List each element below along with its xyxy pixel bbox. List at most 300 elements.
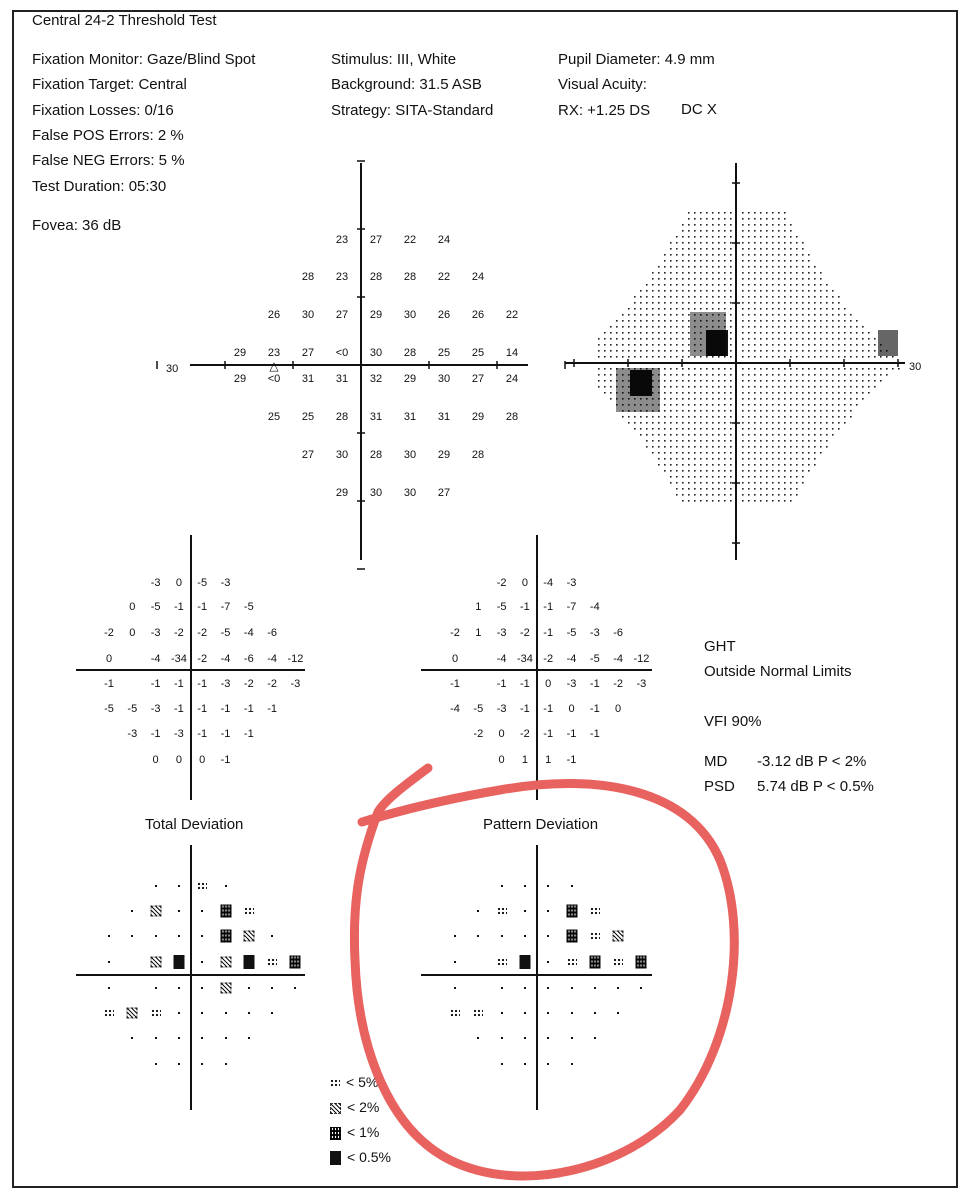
grayscale-dot [796,278,798,280]
probability-symbol [150,906,161,917]
grayscale-dot [886,368,888,370]
grayscale-dot [688,404,690,406]
grayscale-dot [646,314,648,316]
grayscale-dot [724,284,726,286]
grayscale-dot [760,308,762,310]
deviation-value: -3 [496,627,507,639]
probability-symbol [477,935,479,937]
grayscale-dot [688,338,690,340]
grayscale-dot [646,320,648,322]
grayscale-dot [832,392,834,394]
grayscale-dot [796,368,798,370]
grayscale-dot [760,356,762,358]
grayscale-dot [664,446,666,448]
grayscale-dot [796,452,798,454]
grayscale-dot [730,398,732,400]
probability-symbol [501,1063,503,1065]
grayscale-dot [676,452,678,454]
grayscale-dot [700,356,702,358]
grayscale-dot [790,344,792,346]
grayscale-dot [778,368,780,370]
grayscale-dot [760,266,762,268]
probability-symbol [450,1009,460,1017]
grayscale-dot [754,266,756,268]
grayscale-dot [754,272,756,274]
grayscale-dot [700,284,702,286]
grayscale-dot [694,230,696,232]
grayscale-dot [718,374,720,376]
grayscale-dot [766,332,768,334]
grayscale-dot [646,356,648,358]
probability-symbol [524,1012,526,1014]
grayscale-dot [742,494,744,496]
grayscale-dot [796,302,798,304]
grayscale-dot [766,356,768,358]
grayscale-dot [742,380,744,382]
threshold-value: 23 [267,347,281,359]
grayscale-dot [766,470,768,472]
deviation-value: 0 [152,754,159,766]
grayscale-dot [856,374,858,376]
grayscale-dot [766,230,768,232]
threshold-value: 26 [267,309,281,321]
grayscale-dot [748,470,750,472]
grayscale-dot [838,392,840,394]
grayscale-dot [838,350,840,352]
grayscale-dot [748,272,750,274]
grayscale-dot [862,398,864,400]
grayscale-dot [688,224,690,226]
grayscale-dot [610,392,612,394]
grayscale-dot [688,488,690,490]
probability-symbol [547,961,549,963]
grayscale-dot [814,320,816,322]
grayscale-dot [802,386,804,388]
grayscale-dot [694,440,696,442]
grayscale-dot [676,458,678,460]
grayscale-dot [730,254,732,256]
grayscale-dot [772,344,774,346]
grayscale-dot [712,476,714,478]
grayscale-dot [664,254,666,256]
grayscale-dot [730,368,732,370]
grayscale-dot [784,296,786,298]
grayscale-dot [700,398,702,400]
grayscale-dot [826,296,828,298]
grayscale-dot [658,422,660,424]
grayscale-dot [718,308,720,310]
grayscale-dot [622,314,624,316]
grayscale-dot [700,440,702,442]
grayscale-dot [754,464,756,466]
grayscale-dot [688,452,690,454]
legend-row [330,1070,391,1095]
header-line: Fixation Losses: 0/16 [32,101,174,119]
grayscale-dot [634,308,636,310]
grayscale-dot [706,302,708,304]
grayscale-dot [628,338,630,340]
grayscale-dot [610,374,612,376]
grayscale-dot [676,248,678,250]
grayscale-dot [826,386,828,388]
grayscale-dot [796,464,798,466]
threshold-value: 27 [471,373,485,385]
grayscale-dot [874,344,876,346]
grayscale-dot [658,440,660,442]
grayscale-dot [742,404,744,406]
grayscale-dot [754,452,756,454]
grayscale-dot [610,338,612,340]
grayscale-dot [748,404,750,406]
grayscale-dot [820,380,822,382]
grayscale-dot [874,356,876,358]
threshold-value: 22 [505,309,519,321]
grayscale-dot [784,368,786,370]
grayscale-dot [766,296,768,298]
probability-symbol [454,935,456,937]
grayscale-dot [664,410,666,412]
grayscale-dot [760,320,762,322]
grayscale-dot [652,422,654,424]
grayscale-dot [622,326,624,328]
grayscale-dot [724,230,726,232]
grayscale-dot [790,380,792,382]
grayscale-dot [778,338,780,340]
grayscale-dot [838,332,840,334]
grayscale-dot [706,242,708,244]
legend-label: < 2% [347,1099,380,1115]
grayscale-dot [682,452,684,454]
grayscale-dot [766,488,768,490]
threshold-value: 32 [369,373,383,385]
grayscale-dot [778,440,780,442]
deviation-value: -34 [516,653,533,665]
grayscale-dot [610,398,612,400]
deviation-value: -2 [267,678,277,690]
threshold-value: 27 [369,234,383,246]
grayscale-dot [766,464,768,466]
grayscale-dot [826,320,828,322]
grayscale-dot [742,212,744,214]
grayscale-dot [742,482,744,484]
grayscale-dot [874,374,876,376]
grayscale-dot [754,314,756,316]
deviation-value: -1 [197,728,208,740]
probability-symbol [566,905,577,918]
grayscale-dot [712,266,714,268]
grayscale-dot [778,254,780,256]
grayscale-dot [784,416,786,418]
grayscale-dot [778,434,780,436]
threshold-value: <0 [267,373,281,385]
grayscale-dot [772,212,774,214]
grayscale-dot [742,302,744,304]
grayscale-dot [760,230,762,232]
grayscale-dot [676,494,678,496]
grayscale-dot [688,218,690,220]
grayscale-dot [688,392,690,394]
deviation-value: -3 [566,678,577,690]
grayscale-dot [850,314,852,316]
deviation-value: 0 [451,653,459,665]
deviation-value: -3 [220,678,231,690]
grayscale-dot [604,356,606,358]
grayscale-dot [778,482,780,484]
grayscale-dot [766,254,768,256]
threshold-value: 28 [301,271,315,283]
grayscale-dot [682,404,684,406]
deviation-value: -1 [150,728,161,740]
grayscale-dot [646,440,648,442]
deviation-value: 0 [129,627,136,639]
grayscale-dot [754,410,756,412]
grayscale-dot [658,284,660,286]
grayscale-dot [658,302,660,304]
grayscale-dot [754,284,756,286]
grayscale-dot [688,248,690,250]
grayscale-dot [724,392,726,394]
grayscale-dot [742,344,744,346]
grayscale-dot [796,482,798,484]
grayscale-dot [760,218,762,220]
grayscale-dot [748,386,750,388]
grayscale-dot [670,296,672,298]
grayscale-dot [694,410,696,412]
grayscale-dot [772,302,774,304]
grayscale-dot [670,248,672,250]
grayscale-dot [682,422,684,424]
threshold-value: 28 [403,271,417,283]
grayscale-dot [844,386,846,388]
grayscale-dot [700,476,702,478]
grayscale-dot [712,440,714,442]
grayscale-dot [820,290,822,292]
grayscale-dot [784,452,786,454]
grayscale-dot [688,416,690,418]
axis-label-right: 30 [909,361,922,373]
grayscale-dot [700,458,702,460]
grayscale-dot [676,272,678,274]
probability-symbol [131,910,133,912]
grayscale-dot [748,416,750,418]
grayscale-dot [820,404,822,406]
grayscale-dot [742,260,744,262]
grayscale-dot [730,410,732,412]
legend-symbol [330,1151,341,1165]
grayscale-dot [802,266,804,268]
deviation-value: -3 [150,703,161,715]
grayscale-dot [742,290,744,292]
grayscale-dot [808,320,810,322]
grayscale-dot [694,308,696,310]
grayscale-dot [730,470,732,472]
probability-symbol [477,1037,479,1039]
grayscale-dot [610,350,612,352]
deviation-value: 0 [615,703,622,715]
grayscale-dot [730,332,732,334]
grayscale-dot [670,344,672,346]
probability-symbol [178,1012,180,1014]
deviation-value: -2 [174,627,184,639]
grayscale-dot [832,404,834,406]
deviation-value: -1 [543,728,554,740]
grayscale-dot [676,296,678,298]
threshold-value: 27 [437,487,451,499]
grayscale-dot [796,296,798,298]
grayscale-dot [766,278,768,280]
grayscale-dot [658,326,660,328]
grayscale-dot [856,338,858,340]
grayscale-dot [718,434,720,436]
grayscale-dot [862,350,864,352]
probability-symbol [501,1012,503,1014]
grayscale-dot [712,428,714,430]
grayscale-dot [676,278,678,280]
grayscale-dot [754,446,756,448]
grayscale-dot [808,458,810,460]
grayscale-dot [862,380,864,382]
grayscale-dot [664,470,666,472]
grayscale-dot [766,392,768,394]
grayscale-dot [838,314,840,316]
grayscale-dot [802,452,804,454]
grayscale-dot [748,476,750,478]
grayscale-dot [646,326,648,328]
probability-symbol [155,987,157,989]
grayscale-dot [730,434,732,436]
grayscale-dot [718,452,720,454]
grayscale-dot [688,470,690,472]
grayscale-dot [742,248,744,250]
grayscale-dot [706,296,708,298]
grayscale-dot [634,350,636,352]
legend-symbol [330,1079,340,1087]
grayscale-dot [766,440,768,442]
deviation-value: -1 [589,728,600,740]
deviation-value: -1 [543,627,554,639]
grayscale-dot [784,260,786,262]
grayscale-dot [730,422,732,424]
grayscale-dot [676,314,678,316]
grayscale-dot [706,308,708,310]
probability-symbol [594,1012,596,1014]
grayscale-dot [670,314,672,316]
grayscale-dot [730,248,732,250]
grayscale-dot [802,422,804,424]
probability-symbol [271,935,273,937]
grayscale-dot [892,368,894,370]
grayscale-dot [652,434,654,436]
grayscale-dot [682,314,684,316]
grayscale-dot [766,428,768,430]
grayscale-dot [694,422,696,424]
grayscale-dot [784,470,786,472]
grayscale-dot [772,260,774,262]
grayscale-dot [676,302,678,304]
grayscale-dot [688,368,690,370]
grayscale-dot [838,404,840,406]
grayscale-dot [670,470,672,472]
grayscale-dot [706,488,708,490]
deviation-value: -2 [450,627,460,639]
grayscale-dot [778,374,780,376]
grayscale-dot [742,266,744,268]
grayscale-dot [796,386,798,388]
grayscale-dot [730,440,732,442]
grayscale-dot [664,284,666,286]
grayscale-dot [766,236,768,238]
grayscale-dot [676,392,678,394]
grayscale-dot [718,212,720,214]
deviation-value: -1 [589,703,600,715]
grayscale-dot [790,278,792,280]
grayscale-dot [670,464,672,466]
grayscale-dot [808,440,810,442]
grayscale-dot [820,416,822,418]
grayscale-dot [778,476,780,478]
grayscale-dot [790,230,792,232]
grayscale-dot [790,338,792,340]
probability-symbol [225,1063,227,1065]
probability-symbol [571,987,573,989]
grayscale-dot [832,398,834,400]
grayscale-dot [760,350,762,352]
grayscale-dot [688,212,690,214]
grayscale-dot [688,278,690,280]
grayscale-dot [718,458,720,460]
grayscale-dot [700,266,702,268]
grayscale-dot [718,380,720,382]
grayscale-dot [688,254,690,256]
grayscale-dot [820,332,822,334]
grayscale-dot [682,410,684,412]
grayscale-dot [760,242,762,244]
grayscale-dot [760,344,762,346]
rx-dc: DC X [681,101,717,118]
grayscale-dot [748,284,750,286]
grayscale-dot [718,494,720,496]
grayscale-dot [790,482,792,484]
grayscale-dot [742,278,744,280]
grayscale-dot [616,356,618,358]
grayscale-dot [676,254,678,256]
grayscale-dot [688,308,690,310]
threshold-value: 14 [505,347,519,359]
grayscale-dot [796,254,798,256]
grayscale-dot [874,386,876,388]
grayscale-dot [688,326,690,328]
deviation-value: 0 [498,754,505,766]
grayscale-dot [718,230,720,232]
grayscale-dot [730,446,732,448]
grayscale-dot [700,410,702,412]
grayscale-dot [694,302,696,304]
deviation-value: -1 [197,601,208,613]
grayscale-dot [664,404,666,406]
grayscale-dot [688,332,690,334]
grayscale-dot [808,404,810,406]
grayscale-dot [700,272,702,274]
grayscale-dot [724,260,726,262]
grayscale-dot [820,284,822,286]
probability-symbol [244,907,254,915]
grayscale-dot [808,452,810,454]
grayscale-dot [712,218,714,220]
grayscale-dot [724,398,726,400]
grayscale-dot [892,356,894,358]
grayscale-dot [730,320,732,322]
grayscale-dot [808,368,810,370]
